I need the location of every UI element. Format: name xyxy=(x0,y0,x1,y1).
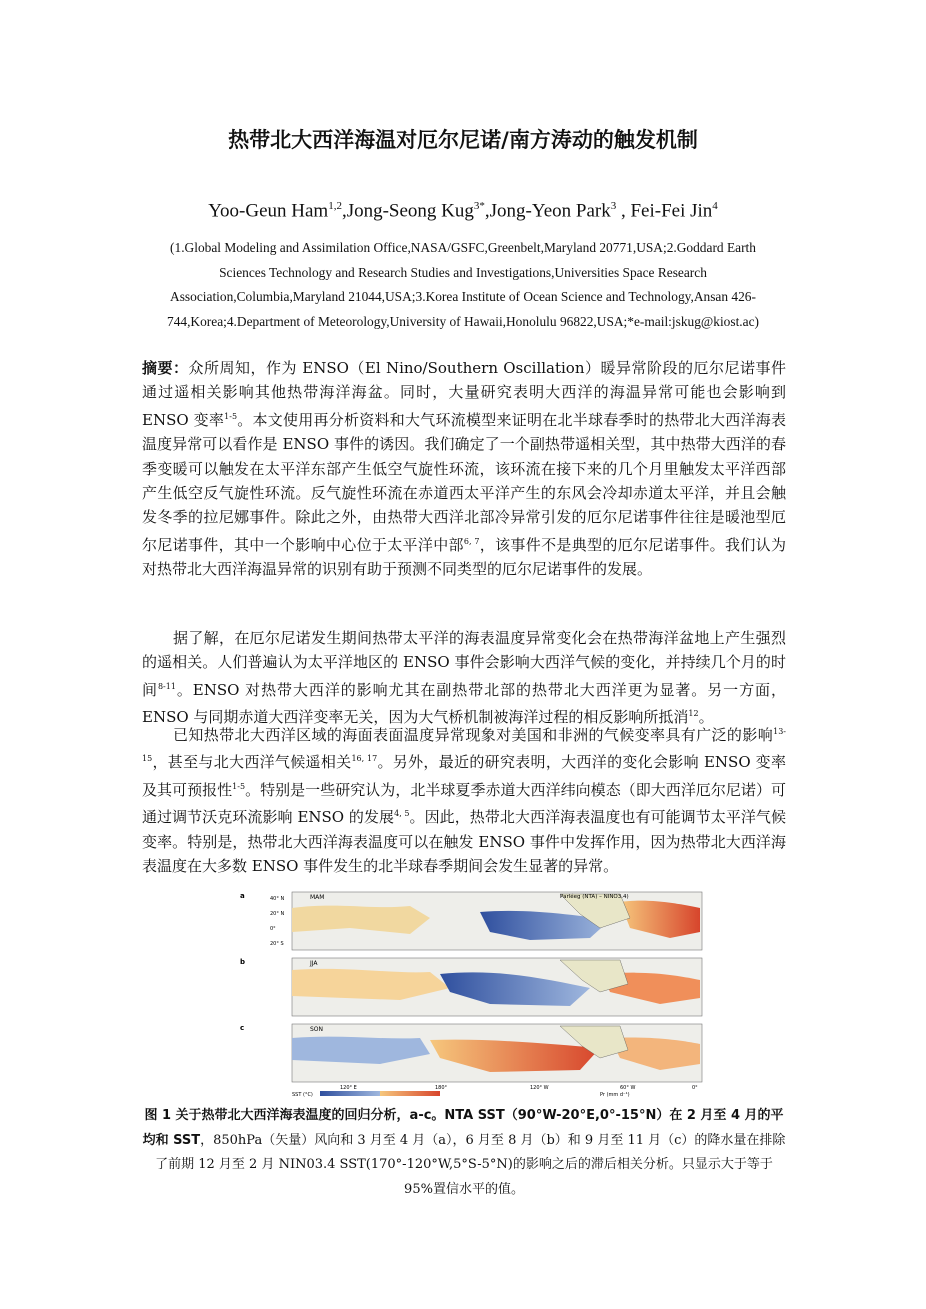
figure-1 xyxy=(230,888,720,1098)
panel-letter: b xyxy=(240,958,246,966)
caption-bold: 图 1 关于热带北大西洋海表温度的回归分析，a-c。NTA SST（90°W-20°E,0°-15°N）在 2 月至 4 月的平均和 SST xyxy=(142,1108,784,1148)
citation: 1-5 xyxy=(232,781,246,791)
affiliations: (1.Global Modeling and Assimilation Office,NASA/GSFC,Greenbelt,Maryland 20771,USA;2.Goddard Earth Sciences Technology and Research Studies and Investigations,Universities Space Research Association,Columbia,Maryland 21044,USA;3.Korea Institute of Ocean Science and Technology,Ansan 426-744,Korea;4.Department of Meteorology,University of Hawaii,Honolulu 96822,USA;*e-mail:jskug@kiost.ac) xyxy=(167,240,759,329)
map-panel-b xyxy=(240,958,702,1016)
author-name: Jong-Yeon Park xyxy=(489,200,611,222)
panel-header: Parléeg (NTA) – NINO3.4) xyxy=(560,894,629,900)
figure-1-maps xyxy=(230,888,720,1098)
map-panel-c xyxy=(240,1024,702,1082)
abstract-label: 摘要： xyxy=(142,359,189,377)
author-name: Yoo-Geun Ham xyxy=(208,200,329,222)
author-affil-mark: 3 xyxy=(610,200,617,212)
lon-tick-label: 180° xyxy=(435,1085,448,1091)
author-list: Yoo-Geun Ham$^{1,2}$,Jong-Seong Kug$^{3*}$,Jong-Yeon Park$^3$ , Fei-Fei Jin$^4$ xyxy=(208,200,718,222)
body-paragraph-1: 据了解，在厄尔尼诺发生期间热带太平洋的海表温度异常变化会在热带海洋盆地上产生强烈的遥相关。人们普遍认为太平洋地区的 ENSO 事件会影响大西洋气候的变化，并持续几个月的时间$^{8-11}$。ENSO 对热带大西洋的影响尤其在副热带北部的热带北大西洋更为显著。另一方面，ENSO 与同期赤道大西洋变率无关，因为大气桥机制被海洋过程的相反影响所抵消$^{12}$。 xyxy=(142,629,786,727)
sst-legend-label: SST (°C) xyxy=(292,1092,313,1098)
author-name: Jong-Seong Kug xyxy=(346,200,474,222)
lat-tick-label: 20° S xyxy=(270,941,284,947)
author-affil-mark: 3* xyxy=(473,200,485,212)
lat-tick-label: 20° N xyxy=(270,911,285,917)
figure-caption xyxy=(142,1104,786,1202)
citation: 4, 5 xyxy=(394,809,410,819)
abstract-text: ，该事件不是典型的厄尔尼诺事件。我们认为对热带北大西洋海温异常的识别有助于预测不同类型的厄尔尼诺事件的发展。 xyxy=(142,535,786,579)
body-paragraph-2: 已知热带北大西洋区域的海面表面温度异常现象对美国和非洲的气候变率具有广泛的影响$^{13-15}$，甚至与北大西洋气候遥相关$^{16, 17}$。另外，最近的研究表明，大西洋的变化会影响 ENSO 变率及其可预报性$^{1-5}$。特别是一些研究认为，北半球夏季赤道大西洋纬向模态（即大西洋厄尔尼诺）可通过调节沃克环流影响 ENSO 的发展$^{4, 5}$。因此，热带北大西洋海表温度也有可能调节太平洋气候变率。特别是，热带北大西洋海表温度可以在触发 ENSO 事件中发挥作用，因为热带北大西洋海表温度在大多数 ENSO 事件发生的北半球春季期间会发生显著的异常。 xyxy=(142,726,786,876)
lat-tick-label: 0° xyxy=(270,926,276,932)
figure-legend xyxy=(292,1091,630,1098)
lon-axis xyxy=(340,1085,698,1091)
citation: 6, 7 xyxy=(463,536,480,546)
pr-legend-label: Pr (mm d⁻¹) xyxy=(600,1092,630,1098)
abstract-text: 众所周知，作为 ENSO（El Nino/Southern Oscillation）暖异常阶段的厄尔尼诺事件通过遥相关影响其他热带海洋海盆。同时，大量研究表明大西洋的海温异常可能也会影响到 ENSO 变率 xyxy=(142,359,786,429)
lon-tick-label: 0° xyxy=(692,1085,698,1091)
citation: 13-15 xyxy=(142,727,786,764)
map-panel-a xyxy=(240,892,702,950)
citation: 16, 17 xyxy=(351,754,378,764)
panel-season: JJA xyxy=(310,960,318,967)
panel-letter: a xyxy=(240,892,245,900)
panel-letter: c xyxy=(240,1024,245,1032)
caption-text: ，850hPa（矢量）风向和 3 月至 4 月（a），6 月至 8 月（b）和 9 月至 11 月（c）的降水量在排除了前期 12 月至 2 月 NIN03.4 SST(170°-120°W,5°S-5°N)的影响之后的滞后相关分析。只显示大于等于 95%置信水平的值。 xyxy=(155,1132,786,1197)
author-name: Fei-Fei Jin xyxy=(630,200,713,222)
lon-tick-label: 60° W xyxy=(620,1085,636,1091)
author-affil-mark: 1,2 xyxy=(328,200,342,212)
lat-axis xyxy=(270,896,284,947)
abstract xyxy=(142,356,786,582)
paper-title: 热带北大西洋海温对厄尔尼诺/南方涛动的触发机制 xyxy=(228,128,698,152)
citation: 1-5 xyxy=(224,411,238,421)
author-affil-mark: 4 xyxy=(712,200,718,212)
citation: 8-11 xyxy=(157,681,176,691)
lat-tick-label: 40° N xyxy=(270,896,285,902)
panel-season: MAM xyxy=(310,894,325,901)
lon-tick-label: 120° E xyxy=(340,1085,357,1091)
abstract-text: 。本文使用再分析资料和大气环流模型来证明在北半球春季时的热带北大西洋海表温度异常可以看作是 ENSO 事件的诱因。我们确定了一个副热带遥相关型，其中热带大西洋的春季变暖可以触发在太平洋东部产生低空气旋性环流，该环流在接下来的几个月里触发太平洋西部产生低空反气旋性环流。反气旋性环流在赤道西太平洋产生的东风会冷却赤道太平洋，并且会触发冬季的拉尼娜事件。除此之外，由热带大西洋北部冷异常引发的厄尔尼诺事件往往是暖池型厄尔尼诺事件，其中一个影响中心位于太平洋中部 xyxy=(142,410,786,554)
panel-season: SON xyxy=(310,1026,324,1033)
citation: 12 xyxy=(688,709,699,719)
lon-tick-label: 120° W xyxy=(530,1085,549,1091)
